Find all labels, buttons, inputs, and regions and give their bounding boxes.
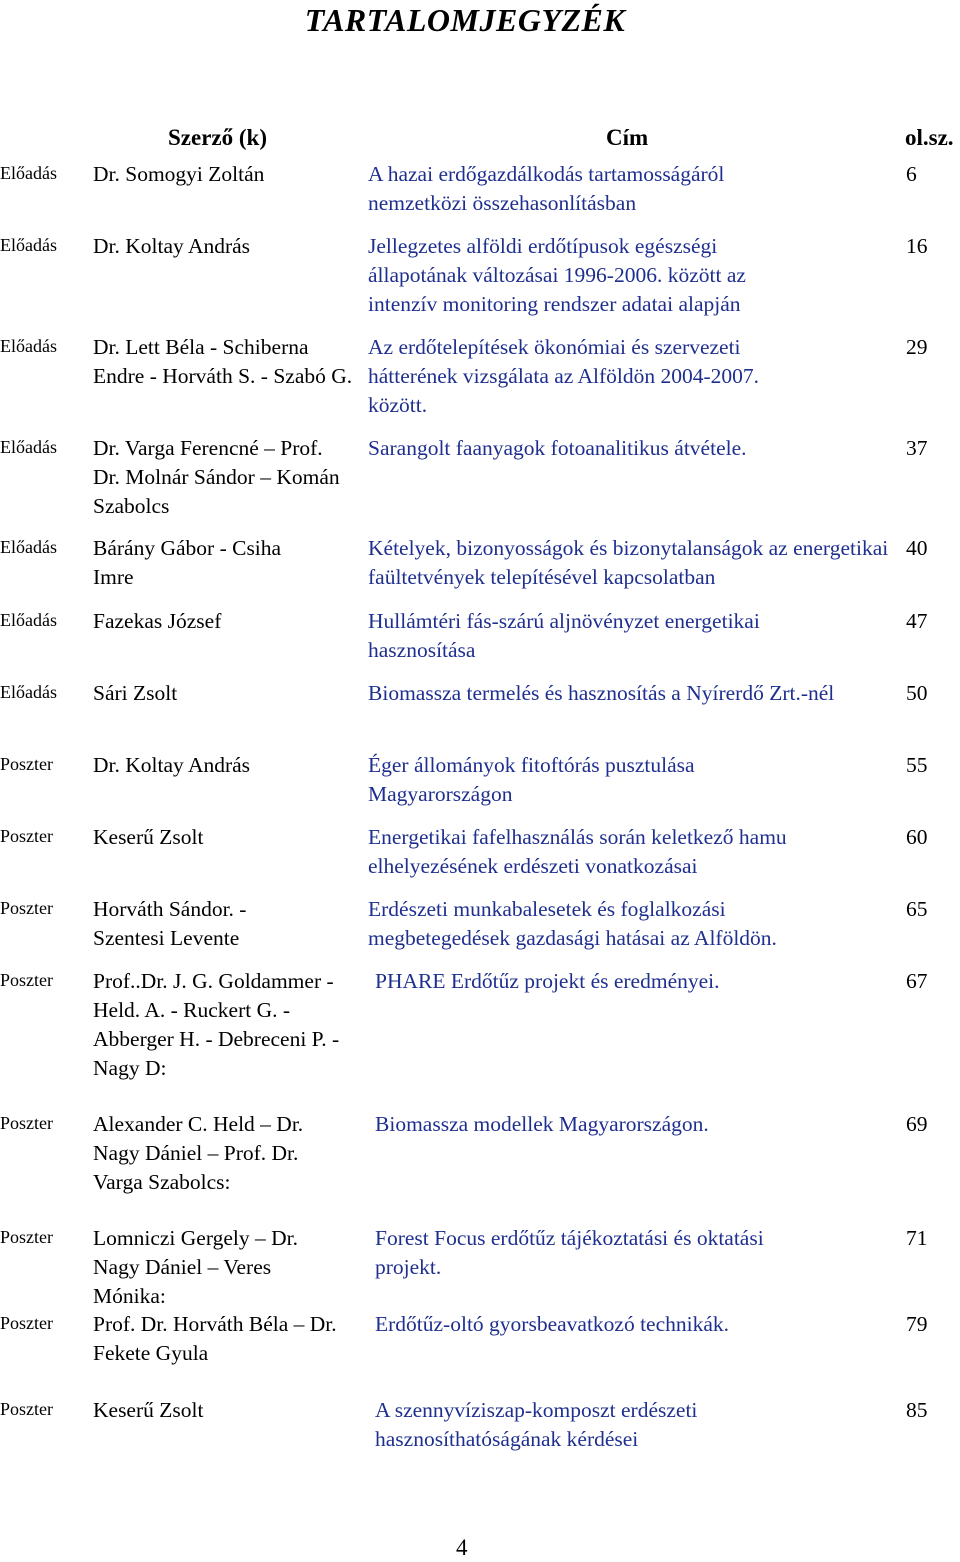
entry-type: Poszter <box>0 1313 53 1333</box>
entry-title[interactable]: Biomassza modellek Magyarországon. <box>375 1112 709 1136</box>
page-number: 4 <box>456 1535 468 1560</box>
entry-page: 55 <box>906 753 928 777</box>
entry-type: Poszter <box>0 970 53 990</box>
header-title: Cím <box>606 125 649 150</box>
entry-author: Prof. Dr. Horváth Béla – Dr. Fekete Gyula <box>93 1312 337 1365</box>
header-author: Szerző (k) <box>168 125 267 150</box>
entry-page: 71 <box>906 1226 928 1250</box>
entry-page: 69 <box>906 1112 928 1136</box>
entry-type: Poszter <box>0 1227 53 1247</box>
entry-type: Előadás <box>0 163 57 183</box>
entry-title[interactable]: Sarangolt faanyagok fotoanalitikus átvétele. <box>368 436 747 460</box>
entry-page: 85 <box>906 1398 928 1422</box>
header-page: ol.sz. <box>905 125 954 150</box>
entry-page: 37 <box>906 436 928 460</box>
entry-author: Dr. Koltay András <box>93 753 251 777</box>
entry-type: Előadás <box>0 437 57 457</box>
entry-page: 79 <box>906 1312 928 1336</box>
entry-title[interactable]: Energetikai fafelhasználás során keletkező hamu elhelyezésének erdészeti vonatkozásai <box>368 825 787 878</box>
entry-type: Előadás <box>0 235 57 255</box>
entry-type: Előadás <box>0 537 57 557</box>
entry-title[interactable]: Biomassza termelés és hasznosítás a Nyírerdő Zrt.-nél <box>368 681 835 705</box>
entry-type: Poszter <box>0 826 53 846</box>
entry-author: Horváth Sándor. - Szentesi Levente <box>93 897 247 950</box>
entry-author: Dr. Varga Ferencné – Prof. Dr. Molnár Sándor – Komán Szabolcs <box>93 436 340 518</box>
entry-title[interactable]: Jellegzetes alföldi erdőtípusok egészségi állapotának változásai 1996-2006. között az intenzív monitoring rendszer adatai alapján <box>368 234 746 316</box>
entry-title[interactable]: Hullámtéri fás-szárú aljnövényzet energetikai hasznosítása <box>368 609 760 662</box>
entry-title[interactable]: Erdészeti munkabalesetek és foglalkozási megbetegedések gazdasági hatásai az Alföldön. <box>368 897 777 950</box>
entry-type: Poszter <box>0 1399 53 1419</box>
entry-page: 60 <box>906 825 928 849</box>
entry-page: 65 <box>906 897 928 921</box>
entry-page: 47 <box>906 609 928 633</box>
entry-page: 40 <box>906 536 928 560</box>
entry-title[interactable]: Kételyek, bizonyosságok és bizonytalanságok az energetikai faültetvények telepítésével kapcsolatban <box>368 536 889 589</box>
entry-type: Poszter <box>0 898 53 918</box>
entry-author: Lomniczi Gergely – Dr. Nagy Dániel – Veres Mónika: <box>93 1226 298 1308</box>
entry-page: 29 <box>906 335 928 359</box>
entry-title[interactable]: Az erdőtelepítések ökonómiai és szervezeti hátterének vizsgálata az Alföldön 2004-2007. között. <box>368 335 760 417</box>
entry-type: Poszter <box>0 754 53 774</box>
entry-title[interactable]: A szennyvíziszap-komposzt erdészeti hasznosíthatóságának kérdései <box>375 1398 698 1451</box>
entry-title[interactable]: Forest Focus erdőtűz tájékoztatási és oktatási projekt. <box>375 1226 764 1279</box>
entry-page: 50 <box>906 681 928 705</box>
entry-author: Sári Zsolt <box>93 681 178 705</box>
entry-author: Bárány Gábor - Csiha Imre <box>93 536 282 589</box>
entry-author: Dr. Koltay András <box>93 234 251 258</box>
entry-title[interactable]: A hazai erdőgazdálkodás tartamosságáról nemzetközi összehasonlításban <box>368 162 725 215</box>
entry-page: 16 <box>906 234 928 258</box>
entry-type: Előadás <box>0 610 57 630</box>
entry-title[interactable]: Éger állományok fitoftórás pusztulása Magyarországon <box>368 753 695 806</box>
entry-type: Előadás <box>0 336 57 356</box>
entry-author: Alexander C. Held – Dr. Nagy Dániel – Prof. Dr. Varga Szabolcs: <box>93 1112 304 1194</box>
entry-title[interactable]: Erdőtűz-oltó gyorsbeavatkozó technikák. <box>375 1312 730 1336</box>
entry-type: Előadás <box>0 682 57 702</box>
entry-author: Fazekas József <box>93 609 222 633</box>
entry-author: Prof..Dr. J. G. Goldammer - Held. A. - Ruckert G. - Abberger H. - Debreceni P. - Nagy D: <box>93 969 340 1080</box>
entry-author: Dr. Lett Béla - Schiberna Endre - Horváth S. - Szabó G. <box>93 335 353 388</box>
entry-title[interactable]: PHARE Erdőtűz projekt és eredményei. <box>375 969 720 993</box>
entry-page: 67 <box>906 969 928 993</box>
entry-type: Poszter <box>0 1113 53 1133</box>
entry-page: 6 <box>906 162 917 186</box>
entry-author: Keserű Zsolt <box>93 825 204 849</box>
entry-author: Keserű Zsolt <box>93 1398 204 1422</box>
page-title: TARTALOMJEGYZÉK <box>304 2 626 38</box>
entry-author: Dr. Somogyi Zoltán <box>93 162 265 186</box>
